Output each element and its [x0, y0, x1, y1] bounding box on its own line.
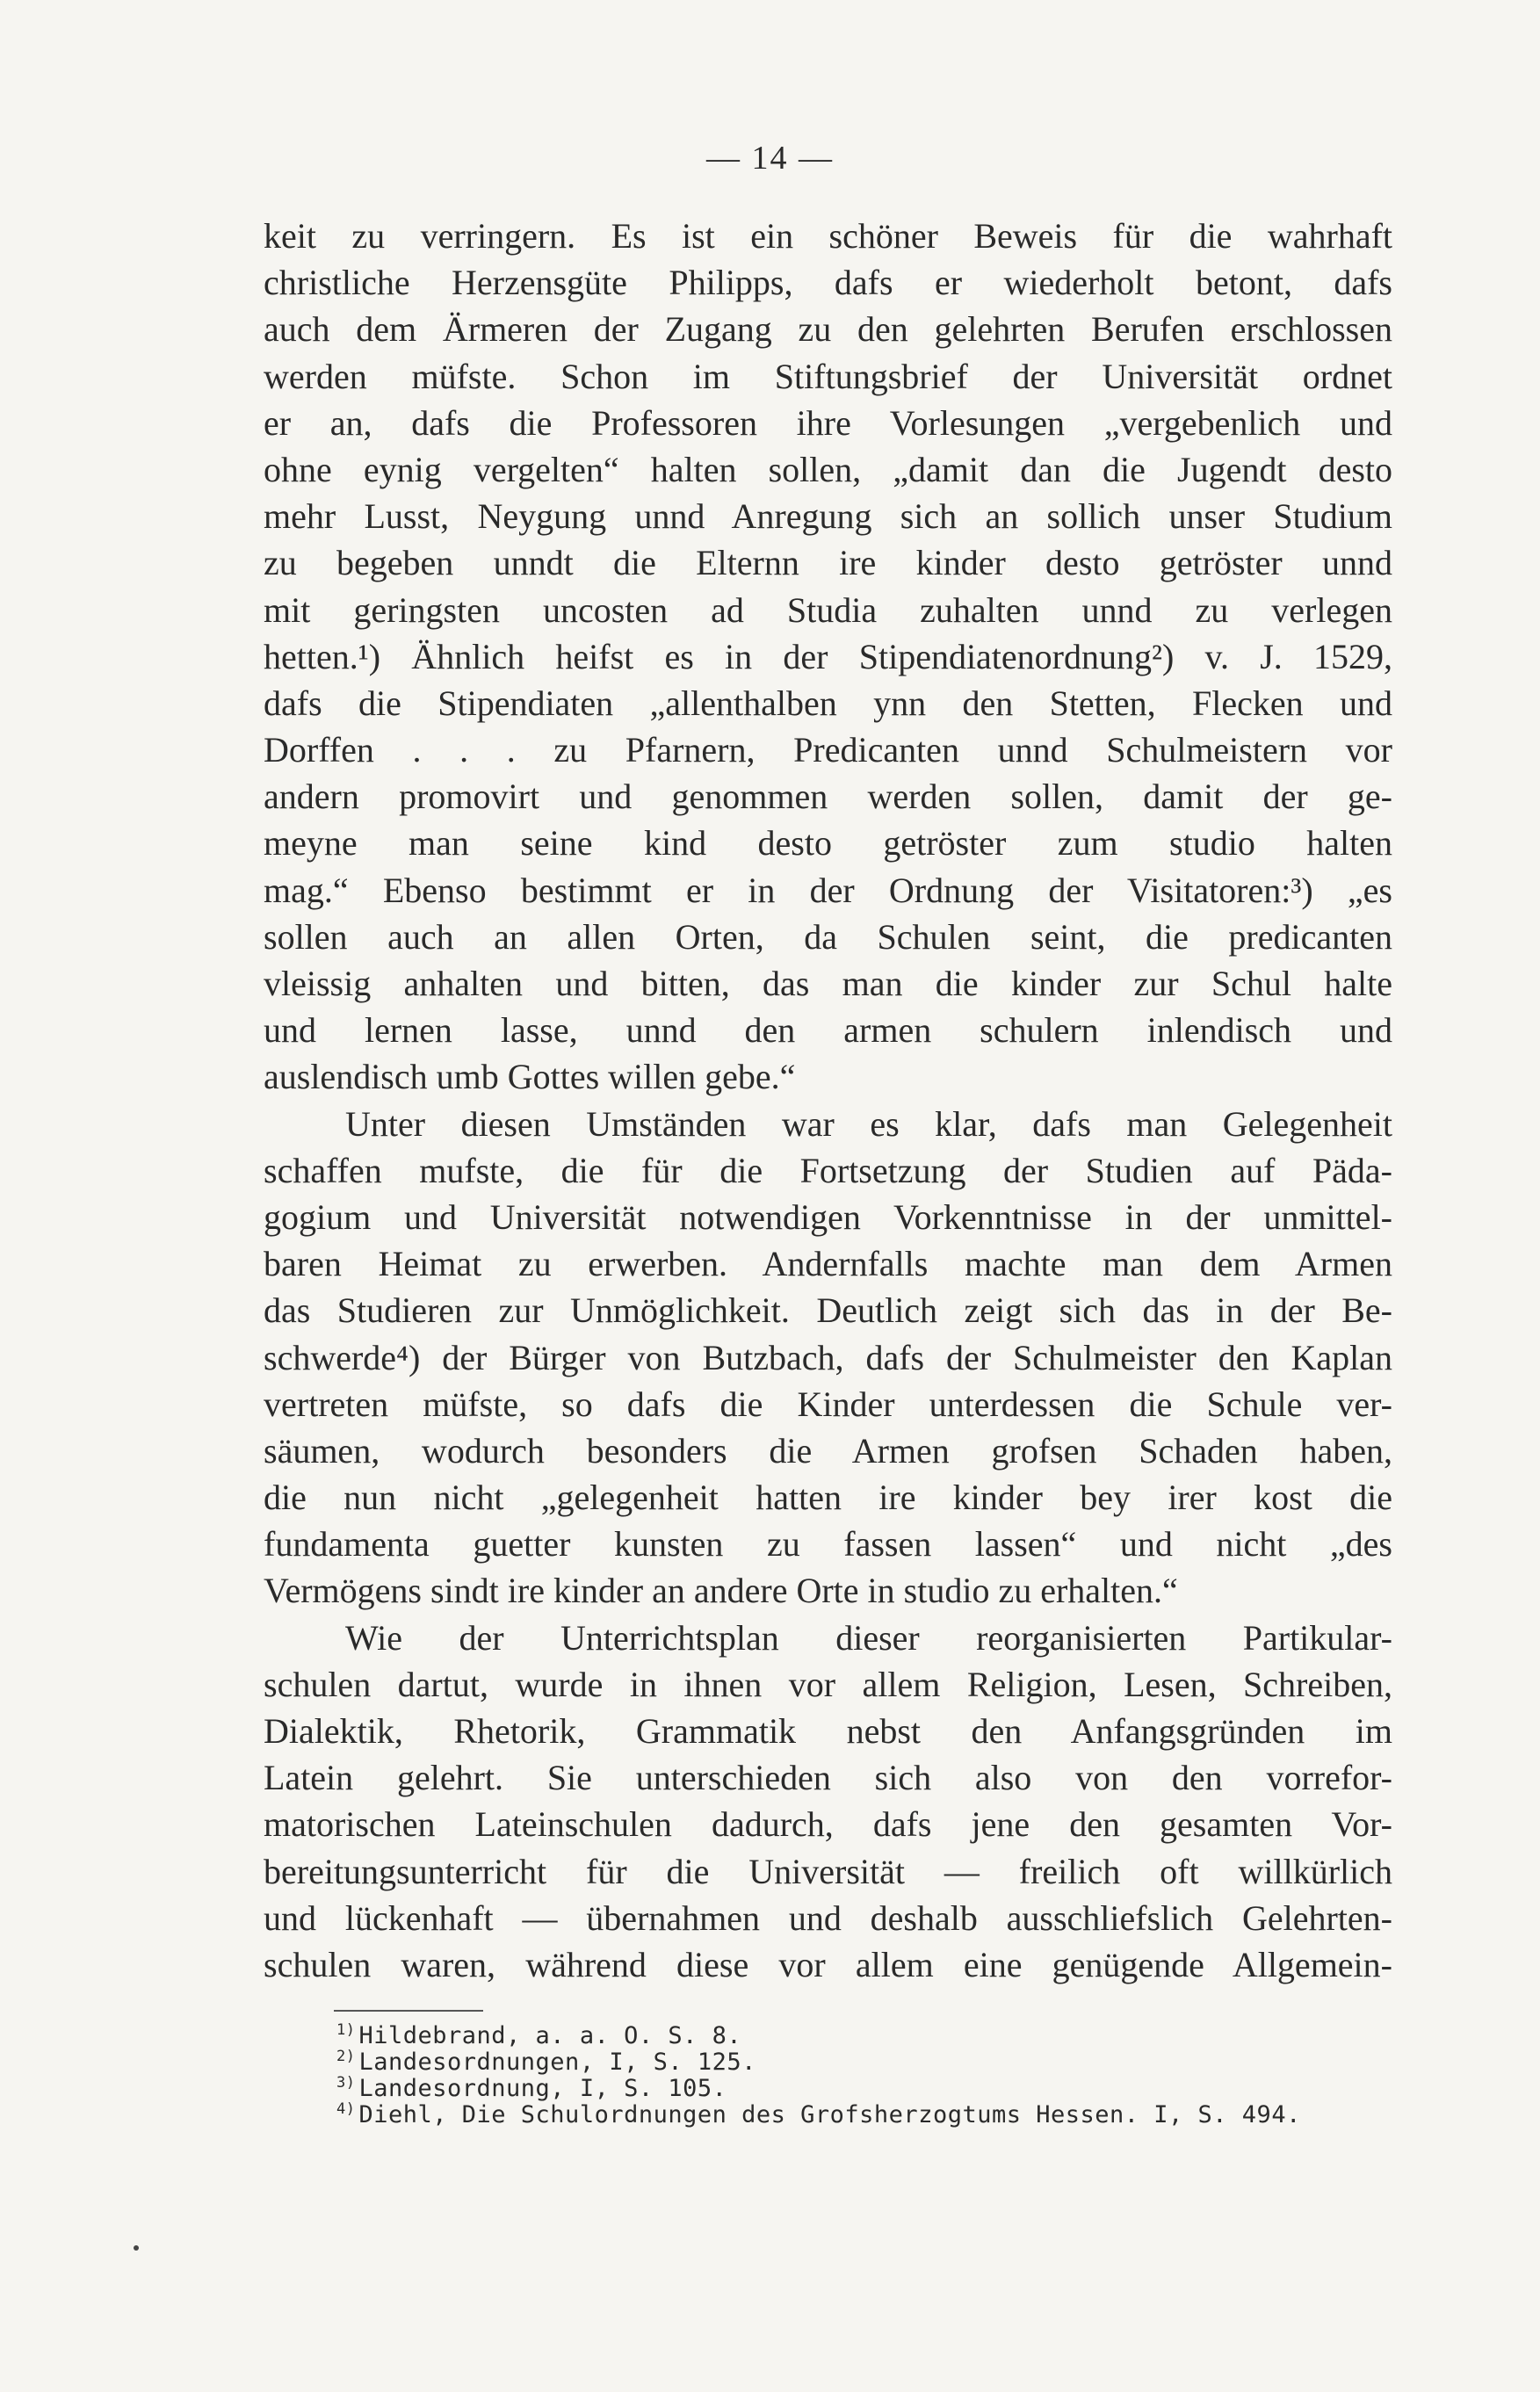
- footnotes: [336, 2017, 1391, 2128]
- text-line: andern promovirt und genommen werden sollen, damit der ge-: [264, 777, 1392, 817]
- text-line: Latein gelehrt. Sie unterschieden sich also von den vorrefor-: [264, 1758, 1392, 1798]
- footnote-text: Hildebrand, a. a. O. S. 8.: [358, 2022, 742, 2049]
- footnote-text: Diehl, Die Schulordnungen des Grofsherzogtums Hessen. I, S. 494.: [358, 2101, 1301, 2128]
- footnote-marker: 3): [336, 2074, 356, 2092]
- text-line: schulen waren, während diese vor allem eine genügende Allgemein-: [264, 1944, 1392, 1984]
- text-line: Wie der Unterrichtsplan dieser reorganisierten Partikular-: [345, 1617, 1392, 1658]
- text-line: meyne man seine kind desto getröster zum studio halten: [264, 823, 1392, 864]
- text-line: baren Heimat zu erwerben. Andernfalls machte man dem Armen: [264, 1244, 1392, 1284]
- text-line: schaffen mufste, die für die Fortsetzung der Studien auf Päda-: [264, 1150, 1392, 1190]
- footnote-divider: [334, 2010, 483, 2012]
- text-line: Dorffen . . . zu Pfarnern, Predicanten unnd Schulmeistern vor: [264, 730, 1392, 770]
- footnote-marker: 1): [336, 2021, 356, 2039]
- footnote: [336, 2070, 1391, 2102]
- text-line: bereitungsunterricht für die Universität — freilich oft willkürlich: [264, 1851, 1392, 1891]
- text-line: zu begeben unndt die Elternn ire kinder desto getröster unnd: [264, 543, 1392, 583]
- footnote-text: Landesordnungen, I, S. 125.: [358, 2049, 756, 2076]
- text-line: ohne eynig vergelten“ halten sollen, „damit dan die Jugendt desto: [264, 449, 1392, 489]
- text-line: dafs die Stipendiaten „allenthalben ynn den Stetten, Flecken und: [264, 683, 1392, 723]
- text-line: hetten.¹) Ähnlich heifst es in der Stipendiatenordnung²) v. J. 1529,: [264, 636, 1392, 676]
- text-line: säumen, wodurch besonders die Armen grofsen Schaden haben,: [264, 1430, 1392, 1471]
- text-line: fundamenta guetter kunsten zu fassen lassen“ und nicht „des: [264, 1524, 1392, 1565]
- text-line: er an, dafs die Professoren ihre Vorlesungen „vergebenlich und: [264, 402, 1392, 443]
- text-line: schulen dartut, wurde in ihnen vor allem Religion, Lesen, Schreiben,: [264, 1664, 1392, 1704]
- text-line: mag.“ Ebenso bestimmt er in der Ordnung der Visitatoren:³) „es: [264, 870, 1392, 910]
- footnote-marker: 2): [336, 2048, 356, 2065]
- footnote: [336, 2096, 1391, 2128]
- text-line: matorischen Lateinschulen dadurch, dafs jene den gesamten Vor-: [264, 1804, 1392, 1845]
- text-line: die nun nicht „gelegenheit hatten ire kinder bey irer kost die: [264, 1478, 1392, 1518]
- footnote-marker: 4): [336, 2100, 356, 2118]
- text-line: christliche Herzensgüte Philipps, dafs er wiederholt betont, dafs: [264, 263, 1392, 303]
- text-line: mit geringsten uncosten ad Studia zuhalten unnd zu verlegen: [264, 589, 1392, 630]
- text-line: vertreten müfste, so dafs die Kinder unterdessen die Schule ver-: [264, 1384, 1392, 1424]
- text-line: Vermögens sindt ire kinder an andere Orte in studio zu erhalten.“: [264, 1571, 1178, 1611]
- paper-speck: [134, 2245, 139, 2251]
- footnote: [336, 2017, 1391, 2049]
- text-line: sollen auch an allen Orten, da Schulen seint, die predicanten: [264, 916, 1392, 957]
- text-line: gogium und Universität notwendigen Vorkenntnisse in der unmittel-: [264, 1196, 1392, 1237]
- footnote: [336, 2043, 1391, 2076]
- text-line: auslendisch umb Gottes willen gebe.“: [264, 1057, 796, 1097]
- text-line: vleissig anhalten und bitten, das man die kinder zur Schul halte: [264, 964, 1392, 1003]
- text-line: das Studieren zur Unmöglichkeit. Deutlich zeigt sich das in der Be-: [264, 1290, 1392, 1331]
- text-line: keit zu verringern. Es ist ein schöner Beweis für die wahrhaft: [264, 216, 1392, 256]
- text-line: und lückenhaft — übernahmen und deshalb ausschliefslich Gelehrten-: [264, 1897, 1392, 1938]
- footnote-text: Landesordnung, I, S. 105.: [358, 2075, 727, 2102]
- text-line: Dialektik, Rhetorik, Grammatik nebst den Anfangsgründen im: [264, 1711, 1392, 1751]
- body-text: [264, 213, 1392, 1988]
- text-line: Unter diesen Umständen war es klar, dafs man Gelegenheit: [345, 1103, 1392, 1144]
- text-line: schwerde⁴) der Bürger von Butzbach, dafs der Schulmeister den Kaplan: [264, 1337, 1392, 1377]
- text-line: mehr Lusst, Neygung unnd Anregung sich an sollich unser Studium: [264, 496, 1392, 537]
- text-line: werden müfste. Schon im Stiftungsbrief der Universität ordnet: [264, 356, 1392, 396]
- page-number: — 14 —: [706, 140, 834, 177]
- text-line: auch dem Ärmeren der Zugang zu den gelehrten Berufen erschlossen: [264, 309, 1392, 350]
- text-line: und lernen lasse, unnd den armen schulern inlendisch und: [264, 1010, 1392, 1051]
